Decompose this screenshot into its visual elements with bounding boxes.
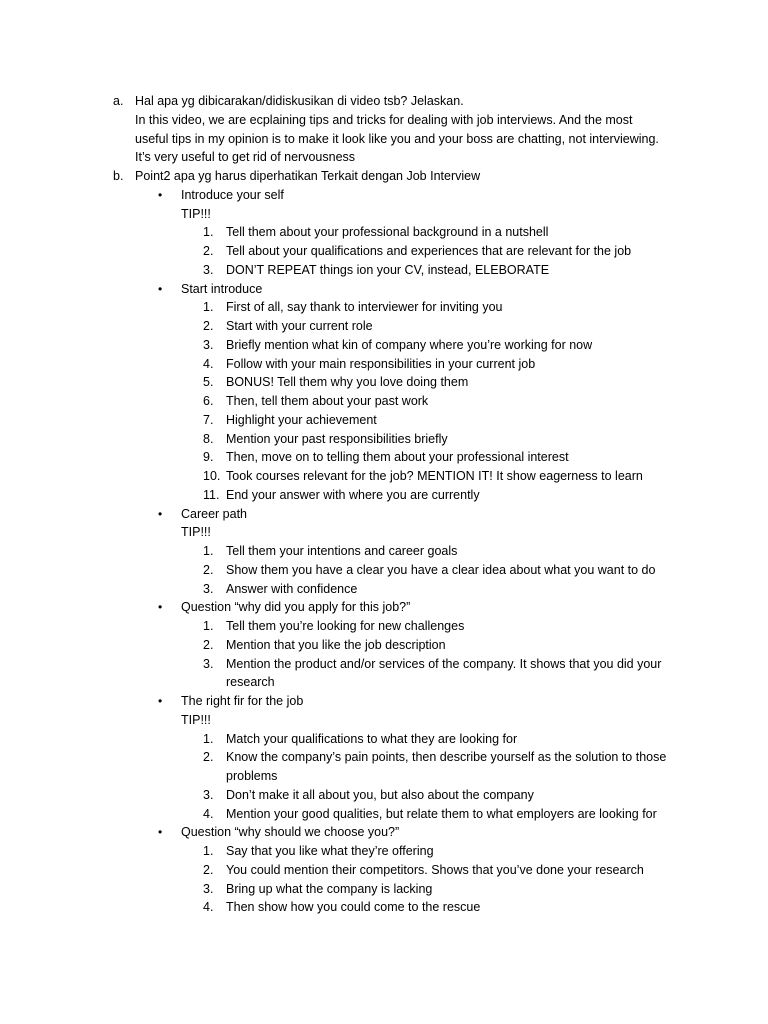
item-text: Then, move on to telling them about your professional interest bbox=[226, 450, 569, 465]
tip-label: TIP!!! bbox=[181, 525, 211, 540]
item-text: DON’T REPEAT things ion your CV, instead, ELEBORATE bbox=[226, 262, 550, 277]
item-text: Tell them about your professional background in a nutshell bbox=[226, 225, 549, 240]
item-number: 3. bbox=[203, 262, 214, 277]
item-text: Mention that you like the job description bbox=[226, 637, 446, 652]
item-text: Start with your current role bbox=[226, 319, 373, 333]
section-title: The right fir for the job bbox=[181, 694, 304, 708]
section-title: Question “why should we choose you?” bbox=[181, 825, 400, 840]
item-number: 8. bbox=[203, 431, 214, 446]
item-text: First of all, say thank to interviewer for inviting you bbox=[226, 300, 503, 315]
answer-text: In this video, we are ecplaining tips and tricks for dealing with job interviews. And the most bbox=[135, 112, 633, 127]
question-b-text: Point2 apa yg harus diperhatikan Terkait dengan Job Interview bbox=[135, 169, 481, 183]
item-text: Took courses relevant for the job? MENTION IT! It show eagerness to learn bbox=[226, 469, 643, 483]
item-number: 1. bbox=[203, 300, 214, 315]
item-text: Mention your good qualities, but relate them to what employers are looking for bbox=[226, 806, 657, 821]
item-text: Tell about your qualifications and experiences that are relevant for the job bbox=[226, 244, 632, 258]
item-number: 5. bbox=[203, 375, 214, 390]
item-number: 3. bbox=[203, 656, 214, 671]
item-text: BONUS! Tell them why you love doing them bbox=[226, 375, 469, 390]
answer-text: It’s very useful to get rid of nervousness bbox=[135, 150, 356, 165]
list-label: b. bbox=[113, 169, 124, 183]
tip-label: TIP!!! bbox=[181, 712, 211, 727]
bullet-icon: • bbox=[158, 825, 163, 840]
bullet-icon: • bbox=[158, 694, 163, 708]
item-text: Show them you have a clear you have a clear idea about what you want to do bbox=[226, 562, 656, 577]
item-text: End your answer with where you are currently bbox=[226, 487, 480, 502]
item-number: 3. bbox=[203, 881, 214, 896]
item-number: 1. bbox=[203, 225, 214, 240]
item-text: Briefly mention what kin of company where you’re working for now bbox=[226, 337, 593, 352]
answer-text: useful tips in my opinion is to make it look like you and your boss are chatting, not interviewing. bbox=[135, 131, 659, 146]
item-number: 6. bbox=[203, 394, 214, 408]
item-number: 1. bbox=[203, 544, 214, 558]
section-title: Start introduce bbox=[181, 281, 263, 296]
item-text: Highlight your achievement bbox=[226, 412, 377, 427]
item-text: Then show how you could come to the rescue bbox=[226, 900, 481, 915]
bullet-icon: • bbox=[158, 187, 163, 202]
item-number: 2. bbox=[203, 750, 214, 765]
item-number: 4. bbox=[203, 900, 214, 915]
item-number: 2. bbox=[203, 244, 214, 258]
item-number: 7. bbox=[203, 412, 214, 427]
item-text: Mention your past responsibilities briefly bbox=[226, 431, 448, 446]
item-number: 3. bbox=[203, 787, 214, 802]
item-number: 2. bbox=[203, 562, 214, 577]
item-text: Don’t make it all about you, but also about the company bbox=[226, 787, 534, 802]
item-number: 1. bbox=[203, 731, 214, 746]
item-text: You could mention their competitors. Shows that you’ve done your research bbox=[226, 862, 644, 877]
item-number: 2. bbox=[203, 862, 214, 877]
tip-label: TIP!!! bbox=[181, 206, 211, 221]
item-number: 4. bbox=[203, 356, 214, 371]
item-text: Bring up what the company is lacking bbox=[226, 881, 433, 896]
item-text: Say that you like what they’re offering bbox=[226, 844, 434, 858]
item-number: 3. bbox=[203, 337, 214, 352]
list-label: a. bbox=[113, 94, 124, 108]
item-number: 2. bbox=[203, 319, 214, 333]
item-text: Follow with your main responsibilities in your current job bbox=[226, 356, 536, 371]
item-number: 1. bbox=[203, 619, 214, 633]
item-text: Tell them you’re looking for new challenges bbox=[226, 619, 465, 633]
item-number: 11. bbox=[203, 487, 220, 502]
item-text: Then, tell them about your past work bbox=[226, 394, 429, 408]
section-title: Question “why did you apply for this job?” bbox=[181, 600, 411, 615]
item-text: research bbox=[226, 675, 275, 690]
bullet-icon: • bbox=[158, 600, 163, 615]
item-text: Tell them your intentions and career goals bbox=[226, 544, 458, 558]
section-title: Career path bbox=[181, 506, 248, 521]
section-title: Introduce your self bbox=[181, 187, 284, 202]
question-a-text: Hal apa yg dibicarakan/didiskusikan di video tsb? Jelaskan. bbox=[135, 94, 464, 108]
item-number: 3. bbox=[203, 581, 214, 596]
item-text: problems bbox=[226, 769, 278, 783]
item-text: Answer with confidence bbox=[226, 581, 358, 596]
item-number: 10. bbox=[203, 469, 221, 483]
bullet-icon: • bbox=[158, 281, 163, 296]
item-text: Match your qualifications to what they are looking for bbox=[226, 731, 518, 746]
bullet-icon: • bbox=[158, 506, 163, 521]
item-text: Mention the product and/or services of the company. It shows that you did your bbox=[226, 656, 662, 671]
item-number: 2. bbox=[203, 637, 214, 652]
item-number: 1. bbox=[203, 844, 214, 858]
item-number: 9. bbox=[203, 450, 214, 465]
item-text: Know the company’s pain points, then describe yourself as the solution to those bbox=[226, 750, 667, 765]
item-number: 4. bbox=[203, 806, 214, 821]
